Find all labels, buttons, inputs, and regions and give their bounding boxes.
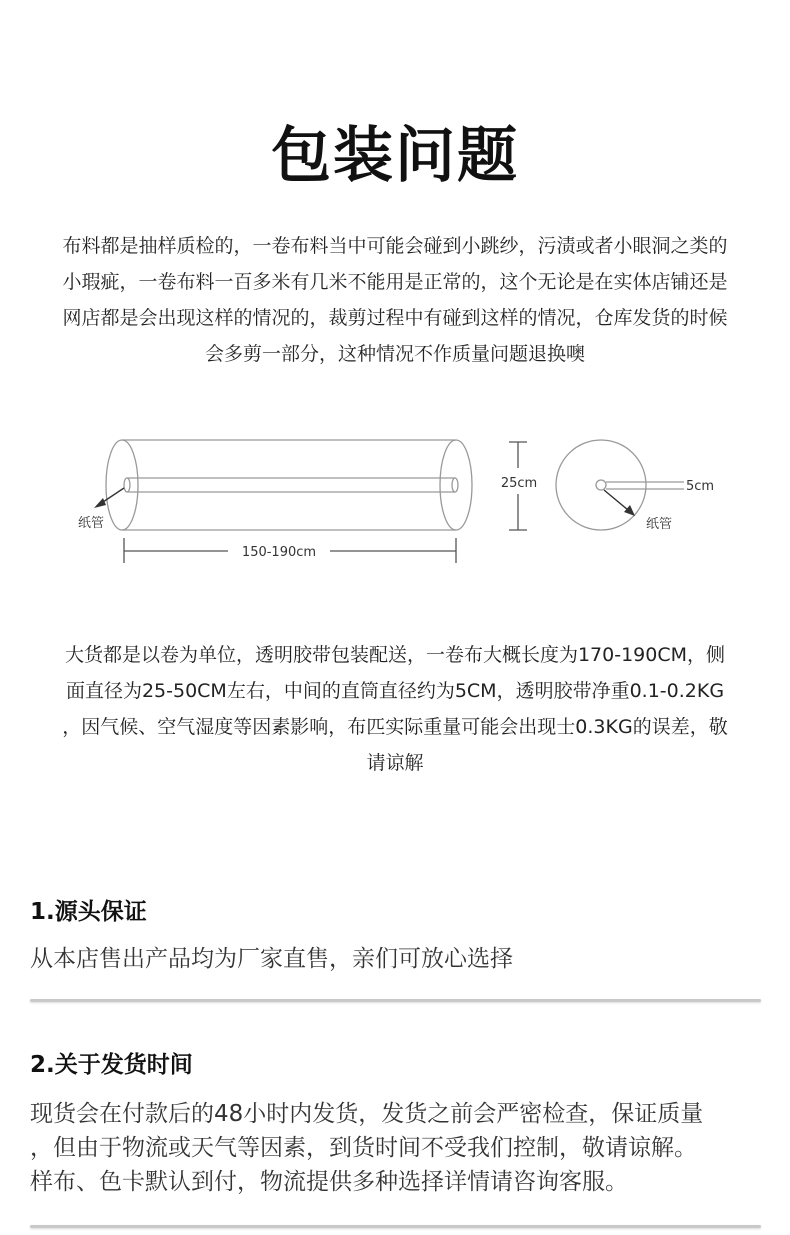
intro-line: 小瑕疵，一卷布料一百多米有几米不能用是正常的，这个无论是在实体店铺还是	[62, 271, 728, 293]
page-title: 包装问题	[271, 121, 519, 191]
fabric-roll-diagram	[0, 420, 790, 580]
tube-arrow-right-icon	[604, 490, 635, 516]
section-title-shipping: 2.关于发货时间	[30, 1052, 193, 1078]
tube-arrow-left-icon	[94, 488, 124, 508]
tube-label-right: 纸管	[646, 517, 673, 532]
intro-line: 网店都是会出现这样的情况的，裁剪过程中有碰到这样的情况，仓库发货的时候	[62, 307, 728, 329]
section-body-shipping	[30, 1097, 770, 1199]
detail-line: 大货都是以卷为单位，透明胶带包装配送，一卷布大概长度为170-190CM，侧	[64, 644, 726, 666]
detail-line: 请谅解	[366, 752, 424, 774]
section-divider	[30, 999, 761, 1002]
section-divider	[30, 1225, 761, 1228]
intro-line: 布料都是抽样质检的，一卷布料当中可能会碰到小跳纱，污渍或者小眼洞之类的	[62, 235, 728, 257]
section-line: 从本店售出产品均为厂家直售，亲们可放心选择	[30, 946, 513, 972]
intro-line: 会多剪一部分，这种情况不作质量问题退换噢	[204, 343, 585, 365]
detail-line: 面直径为25-50CM左右，中间的直筒直径约为5CM，透明胶带净重0.1-0.2KG	[65, 680, 725, 702]
roll-side-view	[106, 440, 472, 530]
tube-label-left: 纸管	[78, 516, 105, 531]
detail-line: ，因气候、空气湿度等因素影响，布匹实际重量可能会出现士0.3KG的误差，敬	[62, 716, 728, 738]
section-title-source: 1.源头保证	[30, 899, 147, 925]
height-label: 25cm	[500, 476, 538, 491]
core-label: 5cm	[686, 479, 715, 494]
section-line: 样布、色卡默认到付，物流提供多种选择详情请咨询客服。	[30, 1169, 628, 1195]
section-body-source	[30, 942, 770, 976]
intro-paragraph	[22, 228, 768, 372]
section-line: ，但由于物流或天气等因素，到货时间不受我们控制，敬请谅解。	[30, 1135, 697, 1161]
length-label: 150-190cm	[241, 545, 317, 560]
section-line: 现货会在付款后的48小时内发货，发货之前会严密检查，保证质量	[30, 1101, 704, 1127]
detail-paragraph	[22, 637, 768, 781]
